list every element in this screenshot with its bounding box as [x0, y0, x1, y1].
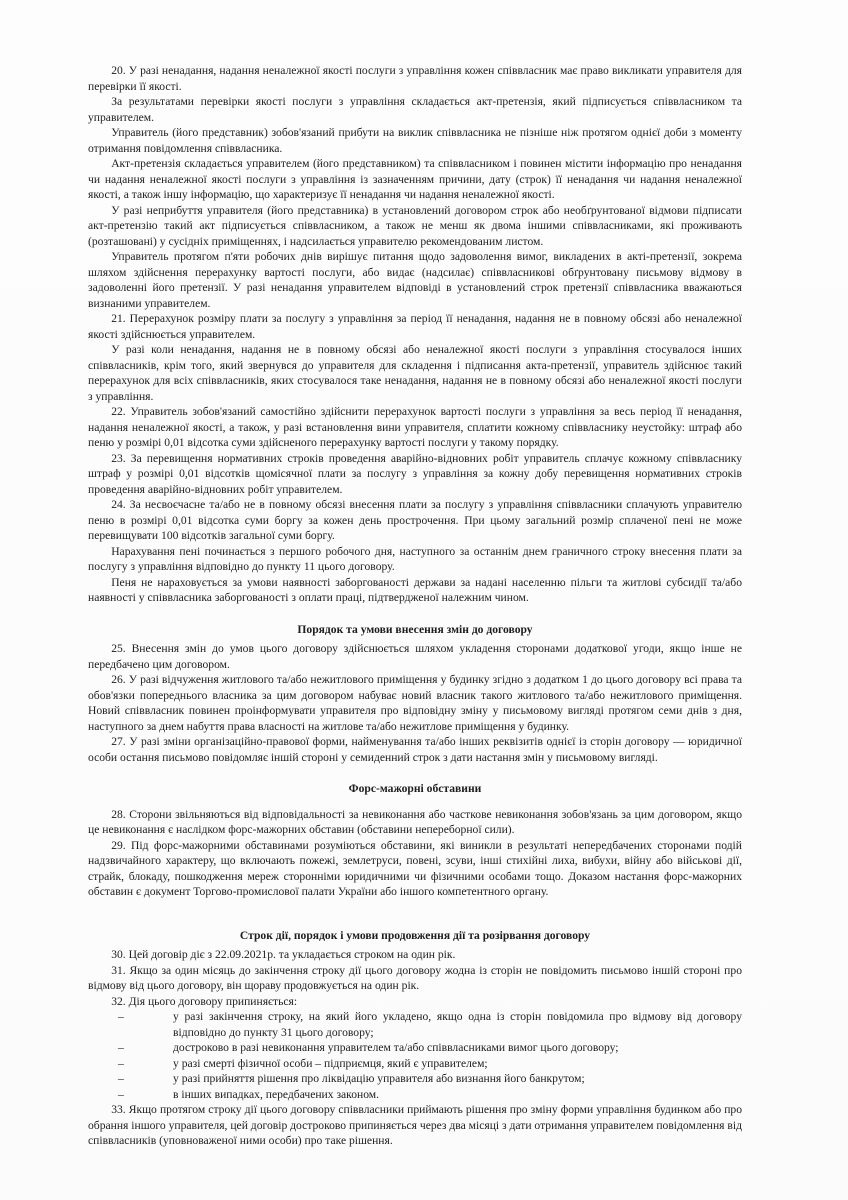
paragraph-21: 21. Перерахунок розміру плати за послугу з управління за період її ненадання, надання не в повному обсязі або неналежної якості здійснюється управителем. — [88, 312, 742, 341]
paragraph-20-decision: Управитель протягом п'яти робочих днів вирішує питання щодо задоволення вимог, викладених в акті-претензії, зокрема шляхом здійснення перерахунку вартості послуги, або видає (надсилає) співвласникові обґрунтовану письмову відмову в задоволенні його претензії. У разі ненадання управителем відповіді в установлений строк претензії співвласника вважаються визнаними управителем. — [88, 250, 742, 310]
list-item: – достроково в разі невиконання управителем та/або співвласниками вимог цього договору; — [118, 1041, 619, 1054]
list-item: – у разі прийняття рішення про ліквідацію управителя або визнання його банкрутом; — [118, 1072, 585, 1085]
paragraph-20-content: Акт-претензія складається управителем (його представником) та співвласником і повинен містити інформацію про ненадання чи надання неналежної якості послуги з управління із зазначенням причини, дату (строк) її ненадання чи надання неналежної якості, а також іншу інформацію, що характеризує її ненадання чи надання неналежної якості. — [88, 157, 742, 201]
paragraph-24: 24. За несвоєчасне та/або не в повному обсязі внесення плати за послугу з управління співвласники сплачують управителю пеню в розмірі 0,01 відсотка суми боргу за кожен день прострочення. При цьому загальний розмір сплаченої пені не може перевищувати 100 відсотків загальної суми боргу. — [88, 498, 742, 542]
section-term — [88, 928, 742, 1149]
paragraph-30: 30. Цей договір діє з 22.09.2021р. та укладається строком на один рік. — [111, 948, 456, 961]
dash-marker: – — [118, 1041, 124, 1054]
spacer — [88, 765, 742, 775]
list-item: – у разі закінчення строку, на який його укладено, якщо одна із сторін повідомила про відмову від договору відповідно до пункту 31 цього договору; — [118, 1010, 742, 1039]
paragraph-23: 23. За перевищення нормативних строків проведення аварійно-відновних робіт управитель сплачує кожному співвласнику штраф у розмірі 0,01 відсотків щомісячної плати за послугу з управління за кожну добу перевищення нормативних строків проведення аварійно-відновних робіт управителем. — [88, 451, 742, 496]
paragraph-27: 27. У разі зміни організаційно-правової форми, найменування та/або інших реквізитів однієї із сторін договору — юридичної особи остання письмово повідомляє іншій стороні у семиденний строк з дати настання змін у письмовому вигляді. — [88, 735, 742, 764]
dash-marker: – — [118, 1072, 124, 1085]
paragraph-32: 32. Дія цього договору припиняється: — [111, 994, 298, 1008]
paragraph-28: 28. Сторони звільняються від відповідальності за невиконання або часткове невиконання зобов'язань за цим договором, якщо це невиконання є наслідком форс-мажорних обставин (обставини непереборної сили). — [88, 807, 742, 836]
paragraph-22: 22. Управитель зобов'язаний самостійно здійснити перерахунок вартості послуги з управління за весь період її ненадання, надання неналежної якості, а також, у разі встановлення вини управителя, сплатити кожному співвласнику неустойку: штраф або пеню у розмірі 0,01 відсотка суми здійсненого перерахунку вартості послуги у такому порядку. — [88, 405, 742, 449]
section-title-force-majeure: Форс-мажорні обставини — [348, 782, 482, 795]
dash-marker: – — [118, 1087, 124, 1101]
paragraph-24-accrual: Нарахування пені починається з першого робочого дня, наступного за останнім днем граничного строку внесення плати за послугу з управління відповідно до пункту 11 цього договору. — [88, 544, 742, 573]
paragraph-21-others: У разі коли ненадання, надання не в повному обсязі або неналежної якості послуги з управління стосувалося інших співвласників, крім того, який звернувся до управителя для складення і підписання акта-претензії, управитель здійснює такий перерахунок для всіх співвласників, яких стосувалося таке ненадання, надання не в повному обсязі або неналежної якості послуги з управління. — [88, 343, 742, 403]
section-changes — [88, 622, 742, 766]
section-title-term: Строк дії, порядок і умови продовження дії та розірвання договору — [239, 928, 591, 942]
paragraph-24-exception: Пеня не нараховується за умови наявності заборгованості держави за надані населенню пільги та житлові субсидії та/або наявності у співвласника заборгованості з оплати праці, підтвердженої належним чином. — [88, 575, 742, 604]
paragraph-33: 33. Якщо протягом строку дії цього договору співвласники приймають рішення про зміну форми управління будинком або про обрання іншого управителя, цей договір достроково припиняється через два місяці з дати отримання управителем повідомлення від співвласників (уповноваженої ними особи) про таке рішення. — [88, 1103, 742, 1147]
list-item: – в інших випадках, передбачених законом. — [118, 1087, 380, 1101]
spacer — [88, 900, 742, 922]
section-title-changes: Порядок та умови внесення змін до договору — [297, 622, 533, 636]
dash-marker: – — [118, 1010, 124, 1023]
section-force-majeure — [88, 781, 742, 900]
paragraph-20-act: За результатами перевірки якості послуги з управління складається акт-претензія, який підписується співвласником та управителем. — [88, 95, 742, 124]
dash-marker: – — [118, 1056, 124, 1070]
paragraphs-top — [88, 63, 742, 606]
paragraph-29: 29. Під форс-мажорними обставинами розуміються обставини, які виникли в результаті непередбачених сторонами подій надзвичайного характеру, що включають пожежі, землетруси, повені, зсуви, інші стихійні лиха, вибухи, війну або військові дії, страйк, блокаду, пошкодження мереж сторонніми юридичними чи фізичними особами тощо. Доказом настання форс-мажорних обставин є документ Торгово-промислової палати України або іншого компетентного органу. — [88, 838, 742, 898]
paragraph-20-absence: У разі неприбуття управителя (його представника) в установлений договором строк або необґрунтованої відмови підписати акт-претензію такий акт підписується співвласником, а також не менш як двома іншими співвласниками, які проживають (розташовані) у сусідніх приміщеннях, і надсилається управителю рекомендованим листом. — [88, 203, 742, 248]
termination-list — [88, 1009, 742, 1102]
paragraph-25: 25. Внесення змін до умов цього договору здійснюється шляхом укладення сторонами додаткової угоди, якщо інше не передбачено цим договором. — [88, 642, 742, 671]
paragraph-26: 26. У разі відчуження житлового та/або нежитлового приміщення у будинку згідно з додатком 1 до цього договору всі права та обов'язки попереднього власника за цим договором набуває новий власник такого житлового та/або нежитлового приміщення. Новий співвласник повинен проінформувати управителя про відповідну зміну у письмовому вигляді протягом семи днів з дня, наступного за днем набуття права власності на житлове та/або нежитлове приміщення у будинку. — [88, 673, 742, 733]
paragraph-20-arrival: Управитель (його представник) зобов'язаний прибути на виклик співвласника не пізніше ніж протягом однієї доби з моменту отримання повідомлення співвласника. — [88, 126, 742, 155]
spacer — [88, 606, 742, 616]
list-item: – у разі смерті фізичної особи – підприємця, який є управителем; — [118, 1056, 488, 1070]
paragraph-31: 31. Якщо за один місяць до закінчення строку дії цього договору жодна із сторін не повідомить письмово іншій стороні про відмову від цього договору, він щораву продовжується на один рік. — [88, 963, 742, 992]
paragraph-20: 20. У разі ненадання, надання неналежної якості послуги з управління кожен співвласник має право викликати управителя для перевірки її якості. — [88, 64, 742, 93]
